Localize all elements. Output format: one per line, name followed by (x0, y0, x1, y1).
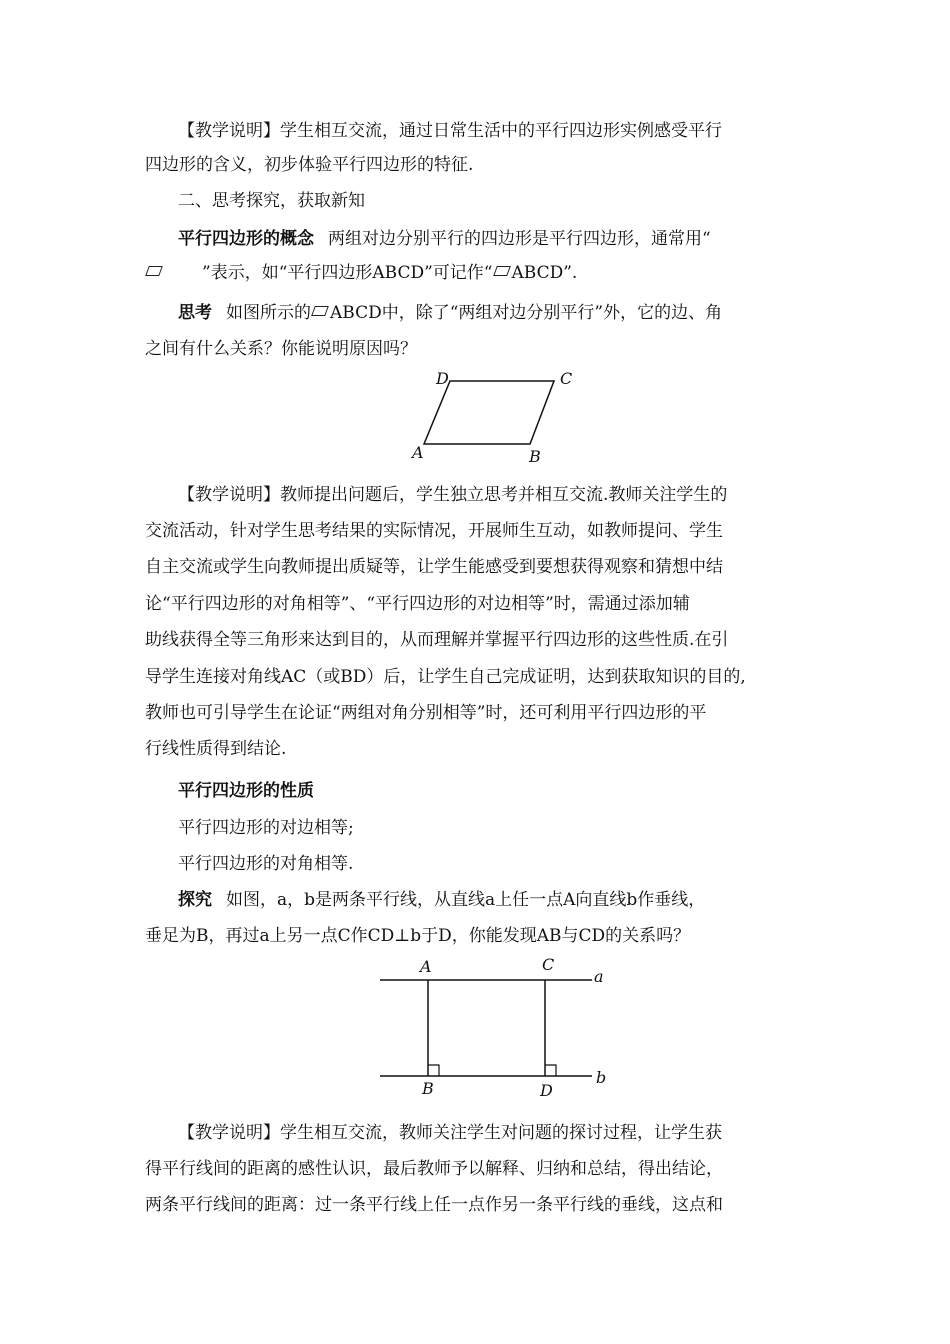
think-text-a: 如图所示的 (226, 303, 311, 323)
parallelogram-icon (493, 266, 511, 276)
think-line (178, 296, 858, 330)
text-line: 之间有什么关系？你能说明原因吗？ (145, 339, 417, 359)
text-line: 【教学说明】学生相互交流，教师关注学生对问题的探讨过程，让学生获 (178, 1123, 722, 1143)
label-a: a (594, 967, 604, 986)
text-line: 导学生连接对角线AC（或BD）后，让学生自己完成证明，达到获取知识的目的, (145, 667, 746, 687)
text-line: 【教学说明】教师提出问题后，学生独立思考并相互交流.教师关注学生的 (178, 485, 728, 505)
think-text-b: ABCD中，除了“两组对边分别平行”外，它的边、角 (330, 303, 723, 323)
label-D: D (540, 1081, 553, 1100)
text-line: 教师也可引导学生在论证“两组对角分别相等”时，还可利用平行四边形的平 (145, 703, 707, 723)
section-heading: 二、思考探究，获取新知 (178, 191, 365, 211)
concept-text-2a: ”表示，如“平行四边形ABCD”可记作“ (202, 263, 493, 283)
text-line: 得平行线间的距离的感性认识，最后教师予以解释、归纳和总结，得出结论， (145, 1159, 723, 1179)
label-D: D (436, 369, 449, 388)
concept-text-2b: ABCD”. (511, 263, 578, 283)
property-item: 平行四边形的对角相等. (178, 854, 354, 874)
label-B: B (422, 1079, 434, 1098)
explore-line (178, 883, 858, 917)
concept-line-2 (145, 256, 825, 290)
label-b: b (596, 1068, 607, 1087)
concept-text: 两组对边分别平行的四边形是平行四边形，通常用“ (328, 229, 711, 249)
property-item: 平行四边形的对边相等; (178, 818, 354, 838)
property-title: 平行四边形的性质 (178, 781, 314, 801)
label-C: C (542, 955, 555, 974)
parallel-lines-figure (370, 952, 620, 1102)
label-B: B (529, 447, 541, 466)
parallelogram-icon (311, 306, 329, 316)
label-A: A (420, 957, 432, 976)
text-line: 助线获得全等三角形来达到目的，从而理解并掌握平行四边形的这些性质.在引 (145, 630, 729, 650)
right-angle-mark-D (545, 1065, 556, 1076)
right-angle-mark-B (428, 1065, 439, 1076)
text-line: 自主交流或学生向教师提出质疑等，让学生能感受到要想获得观察和猜想中结 (145, 557, 723, 577)
concept-line (178, 222, 858, 256)
text-line: 两条平行线间的距离：过一条平行线上任一点作另一条平行线的垂线，这点和 (145, 1195, 723, 1215)
label-C: C (560, 369, 573, 388)
label-A: A (412, 443, 424, 462)
text-line: 行线性质得到结论. (145, 739, 287, 759)
text-line: 垂足为B，再过a上另一点C作CD⊥b于D，你能发现AB与CD的关系吗？ (145, 926, 691, 946)
parallelogram-shape (424, 381, 554, 444)
concept-term: 平行四边形的概念 (178, 229, 314, 249)
parallelogram-figure (400, 364, 600, 466)
explore-text: 如图，a，b是两条平行线，从直线a上任一点A向直线b作垂线， (226, 890, 706, 910)
parallelogram-icon (145, 266, 163, 276)
explore-term: 探究 (178, 890, 212, 910)
text-line: 交流活动，针对学生思考结果的实际情况，开展师生互动，如教师提问、学生 (145, 521, 723, 541)
think-term: 思考 (178, 303, 212, 323)
text-line: 四边形的含义，初步体验平行四边形的特征. (145, 155, 474, 175)
text-line: 论“平行四边形的对角相等”、“平行四边形的对边相等”时，需通过添加辅 (145, 594, 690, 614)
text-line: 【教学说明】学生相互交流，通过日常生活中的平行四边形实例感受平行 (178, 121, 722, 141)
